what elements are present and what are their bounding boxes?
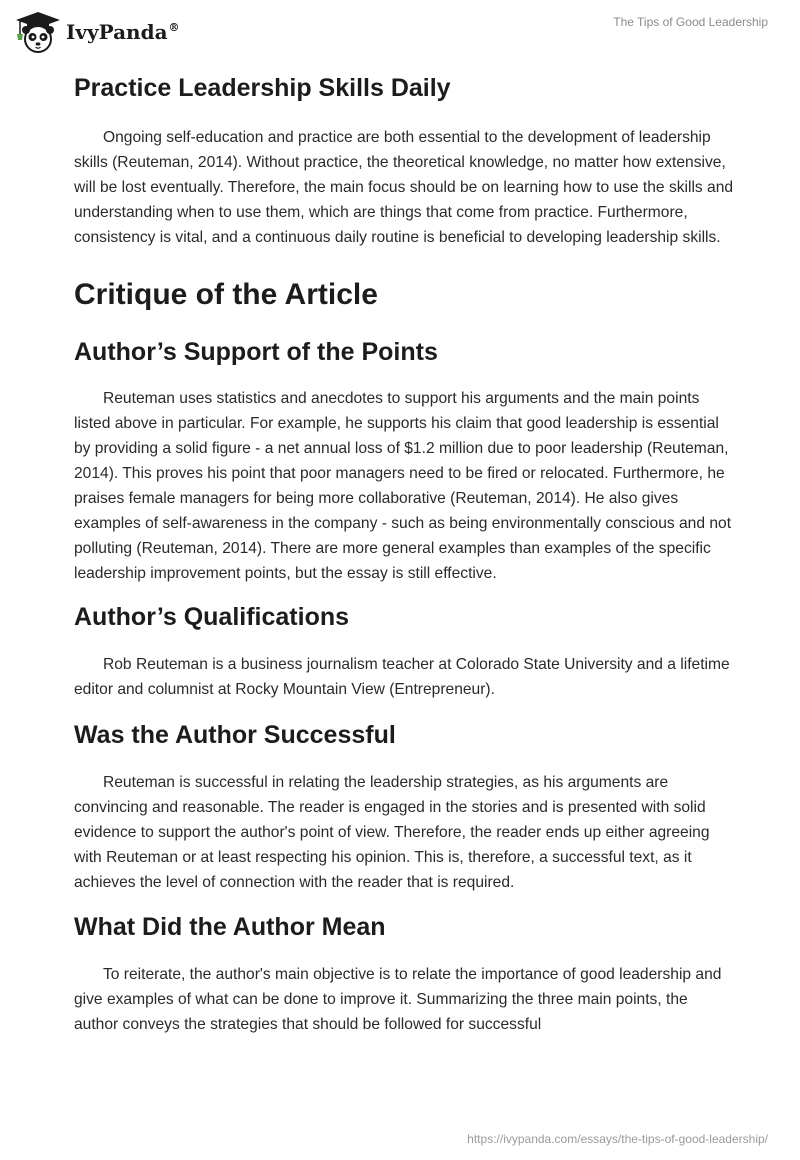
ivypanda-logo[interactable] bbox=[14, 10, 180, 54]
paragraph-practice-leadership: Ongoing self-education and practice are both essential to the development of leadership skills (Reuteman, 2014). Without practice, the theoretical knowledge, no matter how extensive, will be lost eventually. Therefore, the main focus should be on learning how to use the skills and understanding when to use them, which are things that come from practice. Furthermore, consistency is vital, and a continuous daily routine is beneficial to developing leadership skills. bbox=[74, 129, 734, 246]
document-title: The Tips of Good Leadership bbox=[613, 15, 768, 29]
page-header bbox=[0, 0, 800, 64]
brand-name: IvyPanda® bbox=[66, 20, 180, 44]
paragraph-author-qualifications: Rob Reuteman is a business journalism teacher at Colorado State University and a lifetime editor and columnist at Rocky Mountain View (Entrepreneur). bbox=[74, 656, 730, 698]
registered-mark: ® bbox=[168, 21, 180, 35]
heading-critique: Critique of the Article bbox=[74, 278, 378, 311]
paragraph-author-successful: Reuteman is successful in relating the leadership strategies, as his arguments are convincing and reasonable. The reader is engaged in the stories and is presented with solid evidence to support the author's point of view. Therefore, the reader ends up either agreeing with Reuteman or at least respecting his opinion. This is, therefore, a successful text, as it achieves the level of connection with the reader that is required. bbox=[74, 774, 710, 891]
heading-author-qualifications: Author’s Qualifications bbox=[74, 603, 350, 631]
heading-author-meaning: What Did the Author Mean bbox=[74, 913, 386, 941]
panda-graduate-icon bbox=[14, 10, 62, 54]
heading-practice-leadership: Practice Leadership Skills Daily bbox=[74, 74, 451, 102]
heading-author-support: Author’s Support of the Points bbox=[74, 338, 438, 366]
paragraph-author-meaning: To reiterate, the author's main objective is to relate the importance of good leadership and give examples of what can be done to improve it. Summarizing the three main points, the author conveys the strategies that should be followed for successful bbox=[74, 966, 722, 1033]
source-url[interactable]: https://ivypanda.com/essays/the-tips-of-good-leadership/ bbox=[467, 1132, 768, 1146]
article-body bbox=[74, 68, 734, 1037]
heading-author-successful: Was the Author Successful bbox=[74, 721, 396, 749]
paragraph-author-support: Reuteman uses statistics and anecdotes to support his arguments and the main points listed above in particular. For example, he supports his claim that good leadership is essential by providing a solid figure - a net annual loss of $1.2 million due to poor leadership (Reuteman, 2014). This proves his point that poor managers need to be fired or relocated. Furthermore, he praises female managers for being more collaborative (Reuteman, 2014). He also gives examples of self-awareness in the company - such as being environmentally conscious and not polluting (Reuteman, 2014). There are more general examples than examples of the specific leadership improvement points, but the essay is still effective. bbox=[74, 390, 732, 582]
